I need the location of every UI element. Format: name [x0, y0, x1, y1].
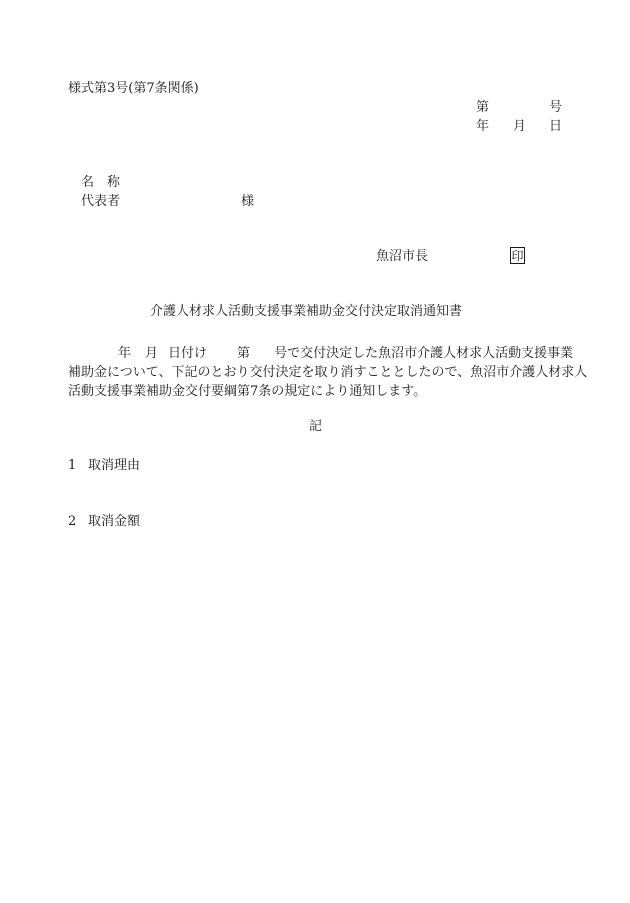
body-number-prefix: 第	[237, 346, 251, 361]
body-line-3: 活動支援事業補助金交付要綱第7条の規定により通知します。	[68, 384, 427, 399]
seal-stamp: 印	[511, 249, 524, 263]
body-text	[68, 344, 588, 401]
recipient-name-label: 名 称	[81, 175, 121, 190]
date-day-label: 日	[549, 119, 563, 134]
issuer-label: 魚沼市長	[376, 249, 429, 264]
item-number: 2	[68, 514, 77, 529]
record-mark: 記	[309, 419, 323, 434]
item-cancel-amount	[68, 515, 140, 528]
recipient-honorific: 様	[241, 194, 255, 209]
date-month-label: 月	[513, 119, 527, 134]
body-line-2: 補助金について、下記のとおり交付決定を取り消すこととしたので、魚沼市介護人材求人	[68, 365, 588, 380]
document-title: 介護人材求人活動支援事業補助金交付決定取消通知書	[150, 304, 463, 319]
item-cancel-reason	[68, 459, 140, 472]
body-line-1-tail: 号で交付決定した魚沼市介護人材求人活動支援事業	[274, 346, 574, 361]
form-number: 様式第3号(第7条関係)	[68, 81, 199, 96]
doc-number-prefix: 第	[476, 100, 490, 115]
doc-number-suffix: 号	[549, 100, 563, 115]
body-month: 月	[145, 346, 159, 361]
item-label: 取消理由	[88, 458, 141, 473]
item-label: 取消金額	[88, 514, 141, 529]
item-number: 1	[68, 458, 77, 473]
date-year-label: 年	[476, 119, 490, 134]
body-line-1	[68, 344, 574, 363]
recipient-representative-label: 代表者	[81, 194, 121, 209]
body-date-suffix: 日付け	[168, 346, 208, 361]
body-year: 年	[118, 346, 132, 361]
